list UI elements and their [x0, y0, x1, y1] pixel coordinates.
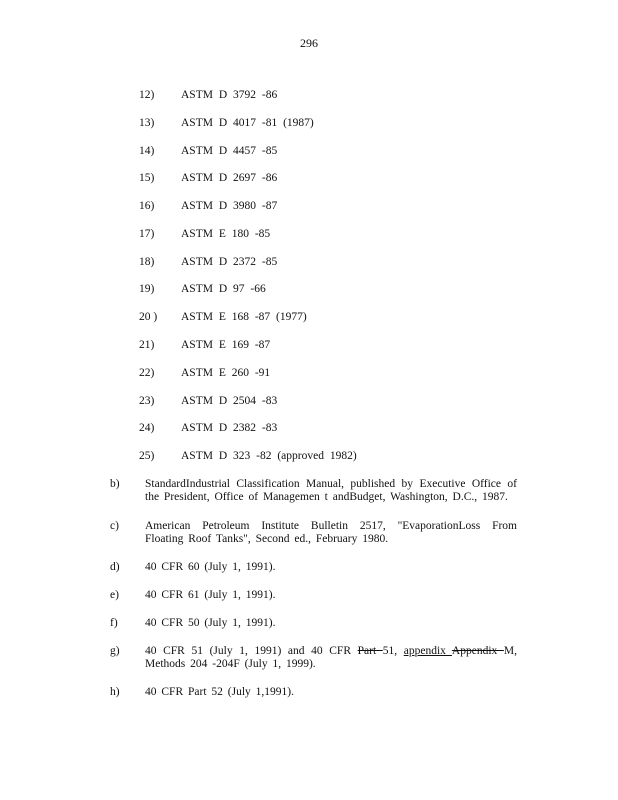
item-text: ASTM E 169 -87	[181, 339, 271, 351]
reference-text-part: 51,	[382, 645, 404, 657]
list-item	[0, 200, 618, 216]
item-number: 23)	[139, 395, 155, 407]
list-item	[0, 228, 618, 244]
list-item	[0, 339, 618, 355]
item-number: 22)	[139, 367, 155, 379]
list-item	[0, 89, 618, 105]
item-text: ASTM D 4457 -85	[181, 145, 278, 157]
deleted-text: Appendix	[451, 645, 504, 657]
item-letter: c)	[110, 520, 119, 532]
item-number: 14)	[139, 145, 155, 157]
reference-text: 40 CFR Part 52 (July 1,1991).	[145, 686, 294, 698]
item-text: ASTM D 97 -66	[181, 283, 266, 295]
item-text: ASTM D 2372 -85	[181, 256, 278, 268]
list-item	[0, 395, 618, 411]
inserted-text: appendix	[403, 645, 452, 657]
item-text: ASTM D 2504 -83	[181, 395, 278, 407]
reference-text-part: M, Methods 204 -204F (July 1, 1999).	[145, 645, 517, 670]
item-number: 12)	[139, 89, 155, 101]
item-text: ASTM E 260 -91	[181, 367, 271, 379]
reference-text: StandardIndustrial Classification Manual, published by Executive Office of the President, Office of Managemen t andBudget, Washington, D.C., 1987.	[145, 478, 517, 503]
list-item	[0, 256, 618, 272]
reference-text	[145, 645, 517, 671]
deleted-text: Part	[357, 645, 383, 657]
reference-text: 40 CFR 61 (July 1, 1991).	[145, 589, 276, 601]
item-text: ASTM E 168 -87 (1977)	[181, 311, 307, 323]
item-letter: b)	[110, 478, 120, 490]
list-item	[0, 145, 618, 161]
item-text: ASTM D 2697 -86	[181, 172, 278, 184]
item-text: ASTM D 3980 -87	[181, 200, 278, 212]
item-text: ASTM D 2382 -83	[181, 422, 278, 434]
list-item	[0, 117, 618, 133]
item-text: ASTM D 4017 -81 (1987)	[181, 117, 314, 129]
list-item	[0, 422, 618, 438]
item-letter: f)	[110, 617, 118, 629]
item-number: 17)	[139, 228, 155, 240]
item-letter: d)	[110, 561, 120, 573]
list-item	[0, 172, 618, 188]
item-number: 24)	[139, 422, 155, 434]
list-item	[0, 311, 618, 327]
page-number: 296	[300, 36, 318, 50]
item-number: 16)	[139, 200, 155, 212]
item-number: 18)	[139, 256, 155, 268]
item-text: ASTM D 3792 -86	[181, 89, 278, 101]
reference-text-part: 40 CFR 51 (July 1, 1991) and 40 CFR	[145, 645, 358, 657]
item-number: 19)	[139, 283, 155, 295]
list-item	[0, 450, 618, 466]
item-number: 21)	[139, 339, 155, 351]
item-text: ASTM D 323 -82 (approved 1982)	[181, 450, 357, 462]
item-letter: g)	[110, 645, 120, 657]
item-number: 20 )	[139, 311, 158, 323]
item-letter: h)	[110, 686, 120, 698]
item-number: 13)	[139, 117, 155, 129]
reference-text: 40 CFR 60 (July 1, 1991).	[145, 561, 276, 573]
item-text: ASTM E 180 -85	[181, 228, 271, 240]
item-letter: e)	[110, 589, 119, 601]
reference-text: 40 CFR 50 (July 1, 1991).	[145, 617, 276, 629]
item-number: 15)	[139, 172, 155, 184]
list-item	[0, 367, 618, 383]
item-number: 25)	[139, 450, 155, 462]
reference-text: American Petroleum Institute Bulletin 2517, "EvaporationLoss From Floating Roof Tanks", Second ed., February 1980.	[145, 520, 517, 545]
list-item	[0, 283, 618, 299]
